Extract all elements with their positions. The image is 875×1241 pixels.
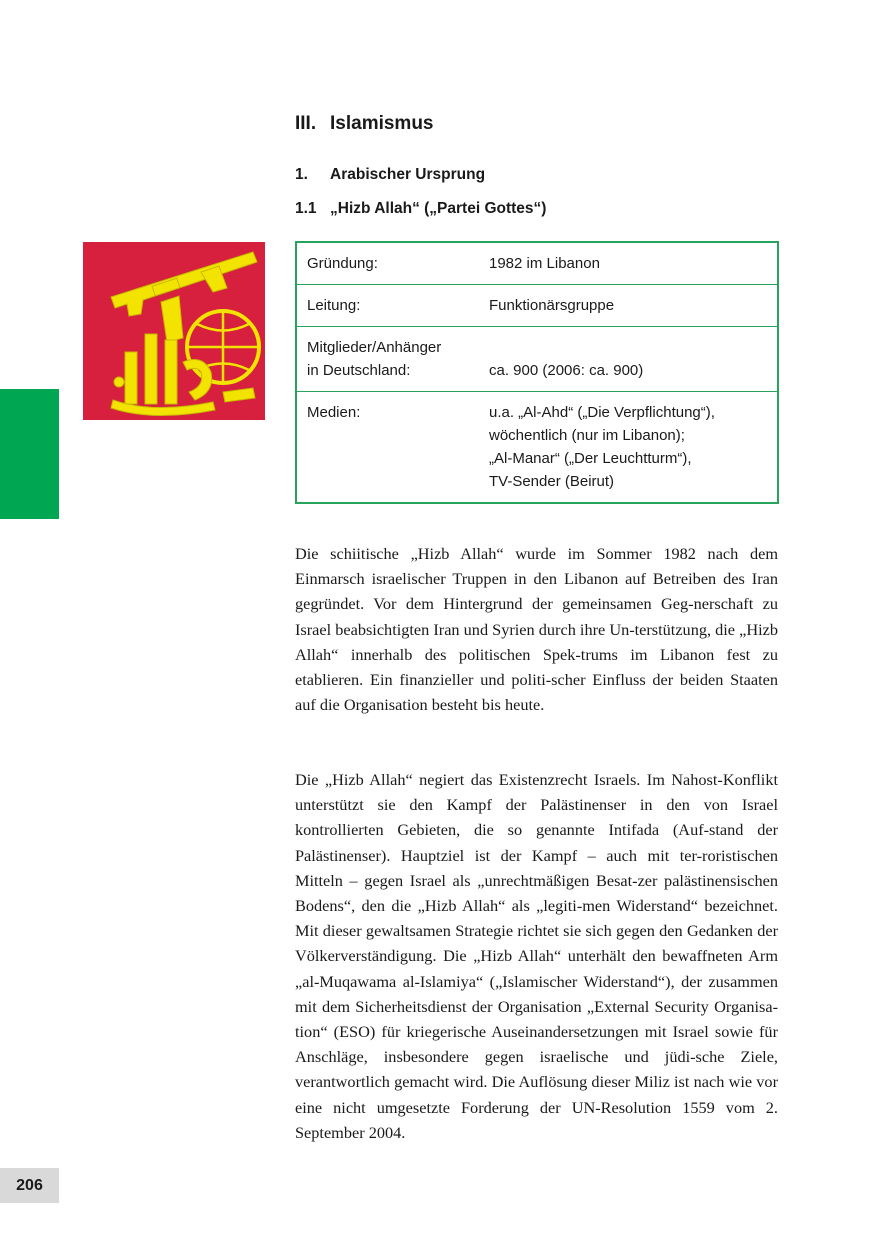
subsection-heading bbox=[295, 166, 485, 184]
subsubsection-heading bbox=[295, 200, 546, 218]
media-line: u.a. „Al-Ahd“ („Die Verpflichtung“), bbox=[489, 404, 715, 421]
info-value-leadership: Funktionärsgruppe bbox=[489, 297, 615, 314]
media-line: wöchentlich (nur im Libanon); bbox=[489, 427, 685, 444]
subsection-number: 1. bbox=[295, 166, 308, 183]
page-number: 206 bbox=[0, 1168, 59, 1203]
info-row-media bbox=[297, 392, 777, 502]
info-table bbox=[295, 241, 779, 504]
media-line: „Al-Manar“ („Der Leuchtturm“), bbox=[489, 450, 692, 467]
paragraph-goals: Die „Hizb Allah“ negiert das Existenzrecht Israels. Im Nahost-Konflikt unterstützt sie den Kampf der Palästinenser in den von Israel kontrollierten Gebieten, die so genannte Intifada (Auf-stand der Palästinenser). Hauptziel ist der Kampf – auch mit ter-roristischen Mitteln – gegen Israel als „unrechtmäßigen Besat-zer palästinensischen Bodens“, den die „Hizb Allah“ als „legiti-men Widerstand“ bezeichnet. Mit dieser gewaltsamen Strategie richtet sie sich gegen den Gedanken der Völkerverständigung. Die „Hizb Allah“ unterhält den bewaffneten Arm „al-Muqawama al-Islamiya“ („Islamischer Widerstand“), der zusammen mit dem Sicherheitsdienst der Organisation „External Security Organisa-tion“ (ESO) für kriegerische Auseinandersetzungen mit Israel sowie für Anschläge, insbesondere gegen israelische und jüdi-sche Ziele, verantwortlich gemacht wird. Die Auflösung dieser Miliz ist nach wie vor eine nicht umgesetzte Forderung der UN-Resolution 1559 vom 2. September 2004. bbox=[295, 770, 778, 1142]
info-label-founding: Gründung: bbox=[307, 255, 378, 272]
paragraph-founding: Die schiitische „Hizb Allah“ wurde im Sommer 1982 nach dem Einmarsch israelischer Truppen in den Libanon auf Betreiben des Iran gegründet. Vor dem Hintergrund der gemeinsamen Geg-nerschaft zu Israel beabsichtigten Iran und Syrien durch ihre Un-terstützung, die „Hizb Allah“ innerhalb des politischen Spek-trums im Libanon fest zu etablieren. Ein finanzieller und politi-scher Einfluss der beiden Staaten auf die Organisation besteht bis heute. bbox=[295, 544, 778, 715]
subsubsection-title: „Hizb Allah“ („Partei Gottes“) bbox=[330, 200, 547, 217]
info-label-members: Mitglieder/Anhänger in Deutschland: bbox=[307, 339, 442, 379]
section-heading bbox=[295, 113, 434, 135]
subsection-title: Arabischer Ursprung bbox=[330, 166, 486, 183]
section-title: Islamismus bbox=[330, 113, 434, 134]
info-value-media bbox=[489, 401, 767, 493]
media-line: TV-Sender (Beirut) bbox=[489, 473, 615, 490]
subsubsection-number: 1.1 bbox=[295, 200, 317, 217]
info-value-members: ca. 900 (2006: ca. 900) bbox=[489, 362, 644, 379]
info-row-members bbox=[297, 327, 777, 392]
hizb-allah-emblem-icon bbox=[83, 242, 265, 420]
info-label-leadership: Leitung: bbox=[307, 297, 361, 314]
info-value-founding: 1982 im Libanon bbox=[489, 255, 600, 272]
info-row-founding bbox=[297, 243, 777, 285]
info-row-leadership bbox=[297, 285, 777, 327]
info-label-media: Medien: bbox=[307, 404, 361, 421]
chapter-side-tab bbox=[0, 389, 59, 519]
section-number: III. bbox=[295, 113, 317, 134]
